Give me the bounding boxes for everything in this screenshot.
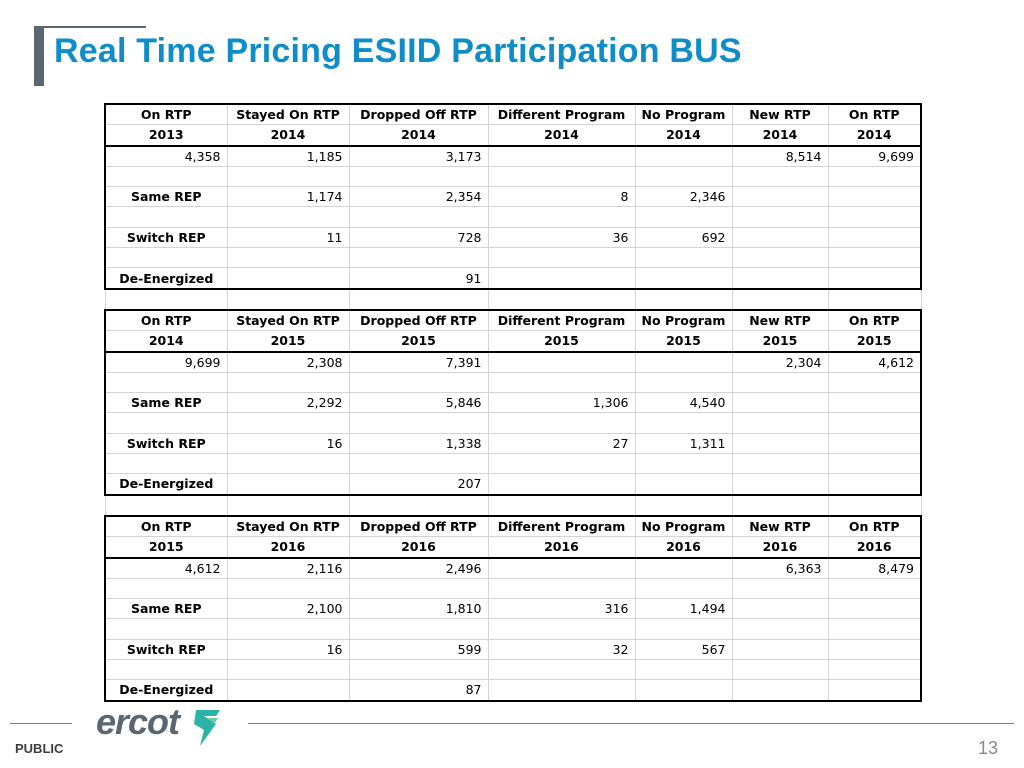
empty-cell xyxy=(105,166,227,186)
empty-cell xyxy=(349,207,488,227)
column-header: Dropped Off RTP xyxy=(349,310,488,331)
empty-cell xyxy=(828,454,921,474)
empty-cell xyxy=(349,248,488,268)
spacer-row xyxy=(105,372,921,392)
column-header: Dropped Off RTP xyxy=(349,516,488,537)
total-cell: 2,116 xyxy=(227,558,349,579)
row-label: Switch REP xyxy=(105,433,227,453)
row-label: Same REP xyxy=(105,393,227,413)
header-year-row xyxy=(105,125,921,146)
value-cell: 5,846 xyxy=(349,393,488,413)
empty-cell xyxy=(349,578,488,598)
empty-cell xyxy=(732,413,828,433)
spacer-row xyxy=(105,619,921,639)
total-cell: 2,308 xyxy=(227,352,349,373)
column-header-year: 2014 xyxy=(227,125,349,146)
total-cell: 3,173 xyxy=(349,146,488,167)
empty-cell xyxy=(227,660,349,680)
column-header: On RTP xyxy=(828,310,921,331)
empty-cell xyxy=(488,619,635,639)
value-cell: 1,338 xyxy=(349,433,488,453)
column-header-year: 2015 xyxy=(227,331,349,352)
empty-cell xyxy=(828,413,921,433)
totals-row xyxy=(105,352,921,373)
column-header-year: 2015 xyxy=(828,331,921,352)
switch-rep-row xyxy=(105,227,921,247)
same-rep-row xyxy=(105,187,921,207)
value-cell: 2,354 xyxy=(349,187,488,207)
column-header: On RTP xyxy=(828,104,921,125)
empty-cell xyxy=(105,248,227,268)
empty-cell xyxy=(227,289,349,310)
empty-cell xyxy=(349,166,488,186)
value-cell: 599 xyxy=(349,639,488,659)
empty-cell xyxy=(732,393,828,413)
column-header-year: 2016 xyxy=(635,537,732,558)
empty-cell xyxy=(828,207,921,227)
empty-cell xyxy=(349,619,488,639)
empty-cell xyxy=(732,495,828,516)
column-header-year: 2014 xyxy=(828,125,921,146)
total-cell: 4,612 xyxy=(828,352,921,373)
empty-cell xyxy=(635,680,732,701)
empty-cell xyxy=(732,372,828,392)
value-cell: 2,346 xyxy=(635,187,732,207)
empty-cell xyxy=(488,248,635,268)
column-header-year: 2016 xyxy=(349,537,488,558)
spacer-row xyxy=(105,248,921,268)
page-number: 13 xyxy=(977,738,998,758)
spacer-row xyxy=(105,413,921,433)
empty-cell xyxy=(828,495,921,516)
empty-cell xyxy=(732,289,828,310)
empty-cell xyxy=(732,660,828,680)
column-header: Dropped Off RTP xyxy=(349,104,488,125)
total-cell: 4,358 xyxy=(105,146,227,167)
empty-cell xyxy=(488,660,635,680)
value-cell: 4,540 xyxy=(635,393,732,413)
title-accent-line xyxy=(34,26,146,28)
empty-cell xyxy=(732,166,828,186)
empty-cell xyxy=(105,495,227,516)
column-header-year: 2015 xyxy=(105,537,227,558)
value-cell: 8 xyxy=(488,187,635,207)
column-header-year: 2014 xyxy=(488,125,635,146)
footer-divider-right xyxy=(248,723,1014,724)
empty-cell xyxy=(828,268,921,289)
total-cell: 8,479 xyxy=(828,558,921,579)
empty-cell xyxy=(105,454,227,474)
empty-cell xyxy=(635,619,732,639)
empty-cell xyxy=(635,207,732,227)
row-label: Switch REP xyxy=(105,227,227,247)
empty-cell xyxy=(227,413,349,433)
data-table xyxy=(104,103,922,702)
spacer-row xyxy=(105,454,921,474)
empty-cell xyxy=(635,268,732,289)
total-cell xyxy=(635,146,732,167)
value-cell: 1,810 xyxy=(349,599,488,619)
column-header: New RTP xyxy=(732,104,828,125)
empty-cell xyxy=(828,680,921,701)
empty-cell xyxy=(828,289,921,310)
value-cell: 692 xyxy=(635,227,732,247)
empty-cell xyxy=(349,660,488,680)
empty-cell xyxy=(732,433,828,453)
total-cell: 2,304 xyxy=(732,352,828,373)
empty-cell xyxy=(732,268,828,289)
empty-cell xyxy=(105,619,227,639)
column-header: Different Program xyxy=(488,310,635,331)
empty-cell xyxy=(635,166,732,186)
total-cell xyxy=(635,558,732,579)
total-cell: 1,185 xyxy=(227,146,349,167)
value-cell: 16 xyxy=(227,433,349,453)
column-header-year: 2014 xyxy=(732,125,828,146)
column-header-year: 2015 xyxy=(732,331,828,352)
total-cell: 9,699 xyxy=(828,146,921,167)
empty-cell xyxy=(227,454,349,474)
column-header-year: 2016 xyxy=(488,537,635,558)
empty-cell xyxy=(828,227,921,247)
header-row xyxy=(105,104,921,125)
empty-cell xyxy=(349,372,488,392)
total-cell: 4,612 xyxy=(105,558,227,579)
column-header-year: 2016 xyxy=(828,537,921,558)
value-cell: 2,100 xyxy=(227,599,349,619)
empty-cell xyxy=(828,433,921,453)
empty-cell xyxy=(227,680,349,701)
block-gap-row xyxy=(105,495,921,516)
header-year-row xyxy=(105,331,921,352)
column-header-year: 2013 xyxy=(105,125,227,146)
empty-cell xyxy=(828,474,921,495)
totals-row xyxy=(105,146,921,167)
empty-cell xyxy=(732,227,828,247)
total-cell xyxy=(488,352,635,373)
empty-cell xyxy=(227,248,349,268)
empty-cell xyxy=(732,599,828,619)
empty-cell xyxy=(635,660,732,680)
total-cell xyxy=(635,352,732,373)
footer-divider-left xyxy=(10,723,72,724)
empty-cell xyxy=(635,454,732,474)
total-cell: 7,391 xyxy=(349,352,488,373)
value-cell: 27 xyxy=(488,433,635,453)
empty-cell xyxy=(635,413,732,433)
empty-cell xyxy=(488,166,635,186)
logo-wordmark: ercot xyxy=(96,701,180,742)
header-year-row xyxy=(105,537,921,558)
slide-title: Real Time Pricing ESIID Participation BUS xyxy=(54,32,742,70)
column-header-year: 2015 xyxy=(635,331,732,352)
column-header: Different Program xyxy=(488,516,635,537)
column-header: No Program xyxy=(635,310,732,331)
column-header: New RTP xyxy=(732,516,828,537)
value-cell: 2,292 xyxy=(227,393,349,413)
empty-cell xyxy=(488,474,635,495)
column-header-year: 2014 xyxy=(105,331,227,352)
rtp-participation-table xyxy=(104,103,922,702)
empty-cell xyxy=(488,372,635,392)
column-header-year: 2014 xyxy=(635,125,732,146)
column-header-year: 2015 xyxy=(349,331,488,352)
empty-cell xyxy=(227,268,349,289)
empty-cell xyxy=(732,207,828,227)
empty-cell xyxy=(828,660,921,680)
empty-cell xyxy=(488,413,635,433)
empty-cell xyxy=(227,578,349,598)
empty-cell xyxy=(732,474,828,495)
empty-cell xyxy=(488,289,635,310)
empty-cell xyxy=(105,660,227,680)
value-cell: 1,494 xyxy=(635,599,732,619)
empty-cell xyxy=(488,207,635,227)
column-header: Different Program xyxy=(488,104,635,125)
column-header: Stayed On RTP xyxy=(227,516,349,537)
texas-lightning-icon xyxy=(190,706,224,750)
total-cell xyxy=(488,558,635,579)
empty-cell xyxy=(828,166,921,186)
total-cell: 2,496 xyxy=(349,558,488,579)
column-header: Stayed On RTP xyxy=(227,310,349,331)
empty-cell xyxy=(349,495,488,516)
spacer-row xyxy=(105,578,921,598)
switch-rep-row xyxy=(105,639,921,659)
value-cell: 32 xyxy=(488,639,635,659)
empty-cell xyxy=(488,268,635,289)
column-header: No Program xyxy=(635,516,732,537)
ercot-logo xyxy=(96,701,180,742)
empty-cell xyxy=(732,680,828,701)
column-header: On RTP xyxy=(105,516,227,537)
block-gap-row xyxy=(105,289,921,310)
empty-cell xyxy=(635,289,732,310)
value-cell: 91 xyxy=(349,268,488,289)
total-cell: 8,514 xyxy=(732,146,828,167)
title-accent-bar xyxy=(34,28,44,86)
empty-cell xyxy=(105,413,227,433)
empty-cell xyxy=(828,393,921,413)
column-header-year: 2016 xyxy=(732,537,828,558)
empty-cell xyxy=(488,454,635,474)
empty-cell xyxy=(488,680,635,701)
column-header-year: 2015 xyxy=(488,331,635,352)
empty-cell xyxy=(105,289,227,310)
de-energized-row xyxy=(105,680,921,701)
empty-cell xyxy=(828,372,921,392)
value-cell: 16 xyxy=(227,639,349,659)
value-cell: 567 xyxy=(635,639,732,659)
column-header: On RTP xyxy=(828,516,921,537)
row-label: De-Energized xyxy=(105,474,227,495)
value-cell: 1,311 xyxy=(635,433,732,453)
empty-cell xyxy=(828,599,921,619)
empty-cell xyxy=(828,578,921,598)
value-cell: 1,306 xyxy=(488,393,635,413)
spacer-row xyxy=(105,166,921,186)
column-header-year: 2014 xyxy=(349,125,488,146)
empty-cell xyxy=(635,248,732,268)
value-cell: 728 xyxy=(349,227,488,247)
empty-cell xyxy=(227,166,349,186)
empty-cell xyxy=(732,454,828,474)
empty-cell xyxy=(828,639,921,659)
column-header: On RTP xyxy=(105,104,227,125)
header-row xyxy=(105,516,921,537)
empty-cell xyxy=(635,578,732,598)
value-cell: 36 xyxy=(488,227,635,247)
same-rep-row xyxy=(105,599,921,619)
column-header: On RTP xyxy=(105,310,227,331)
row-label: De-Energized xyxy=(105,268,227,289)
value-cell: 11 xyxy=(227,227,349,247)
header-row xyxy=(105,310,921,331)
column-header: No Program xyxy=(635,104,732,125)
column-header: Stayed On RTP xyxy=(227,104,349,125)
classification-label: PUBLIC xyxy=(15,741,64,756)
empty-cell xyxy=(732,639,828,659)
empty-cell xyxy=(227,372,349,392)
switch-rep-row xyxy=(105,433,921,453)
empty-cell xyxy=(828,248,921,268)
total-cell: 9,699 xyxy=(105,352,227,373)
column-header: New RTP xyxy=(732,310,828,331)
empty-cell xyxy=(732,248,828,268)
same-rep-row xyxy=(105,393,921,413)
empty-cell xyxy=(105,207,227,227)
empty-cell xyxy=(488,578,635,598)
value-cell: 1,174 xyxy=(227,187,349,207)
empty-cell xyxy=(227,474,349,495)
empty-cell xyxy=(732,187,828,207)
empty-cell xyxy=(227,207,349,227)
empty-cell xyxy=(488,495,635,516)
spacer-row xyxy=(105,660,921,680)
value-cell: 316 xyxy=(488,599,635,619)
empty-cell xyxy=(227,619,349,639)
row-label: Switch REP xyxy=(105,639,227,659)
empty-cell xyxy=(635,372,732,392)
empty-cell xyxy=(635,495,732,516)
row-label: Same REP xyxy=(105,599,227,619)
empty-cell xyxy=(828,187,921,207)
empty-cell xyxy=(349,454,488,474)
empty-cell xyxy=(227,495,349,516)
value-cell: 87 xyxy=(349,680,488,701)
totals-row xyxy=(105,558,921,579)
total-cell xyxy=(488,146,635,167)
row-label: Same REP xyxy=(105,187,227,207)
empty-cell xyxy=(349,413,488,433)
empty-cell xyxy=(635,474,732,495)
spacer-row xyxy=(105,207,921,227)
de-energized-row xyxy=(105,268,921,289)
empty-cell xyxy=(105,372,227,392)
total-cell: 6,363 xyxy=(732,558,828,579)
empty-cell xyxy=(732,578,828,598)
value-cell: 207 xyxy=(349,474,488,495)
column-header-year: 2016 xyxy=(227,537,349,558)
de-energized-row xyxy=(105,474,921,495)
empty-cell xyxy=(732,619,828,639)
empty-cell xyxy=(349,289,488,310)
row-label: De-Energized xyxy=(105,680,227,701)
empty-cell xyxy=(105,578,227,598)
empty-cell xyxy=(828,619,921,639)
